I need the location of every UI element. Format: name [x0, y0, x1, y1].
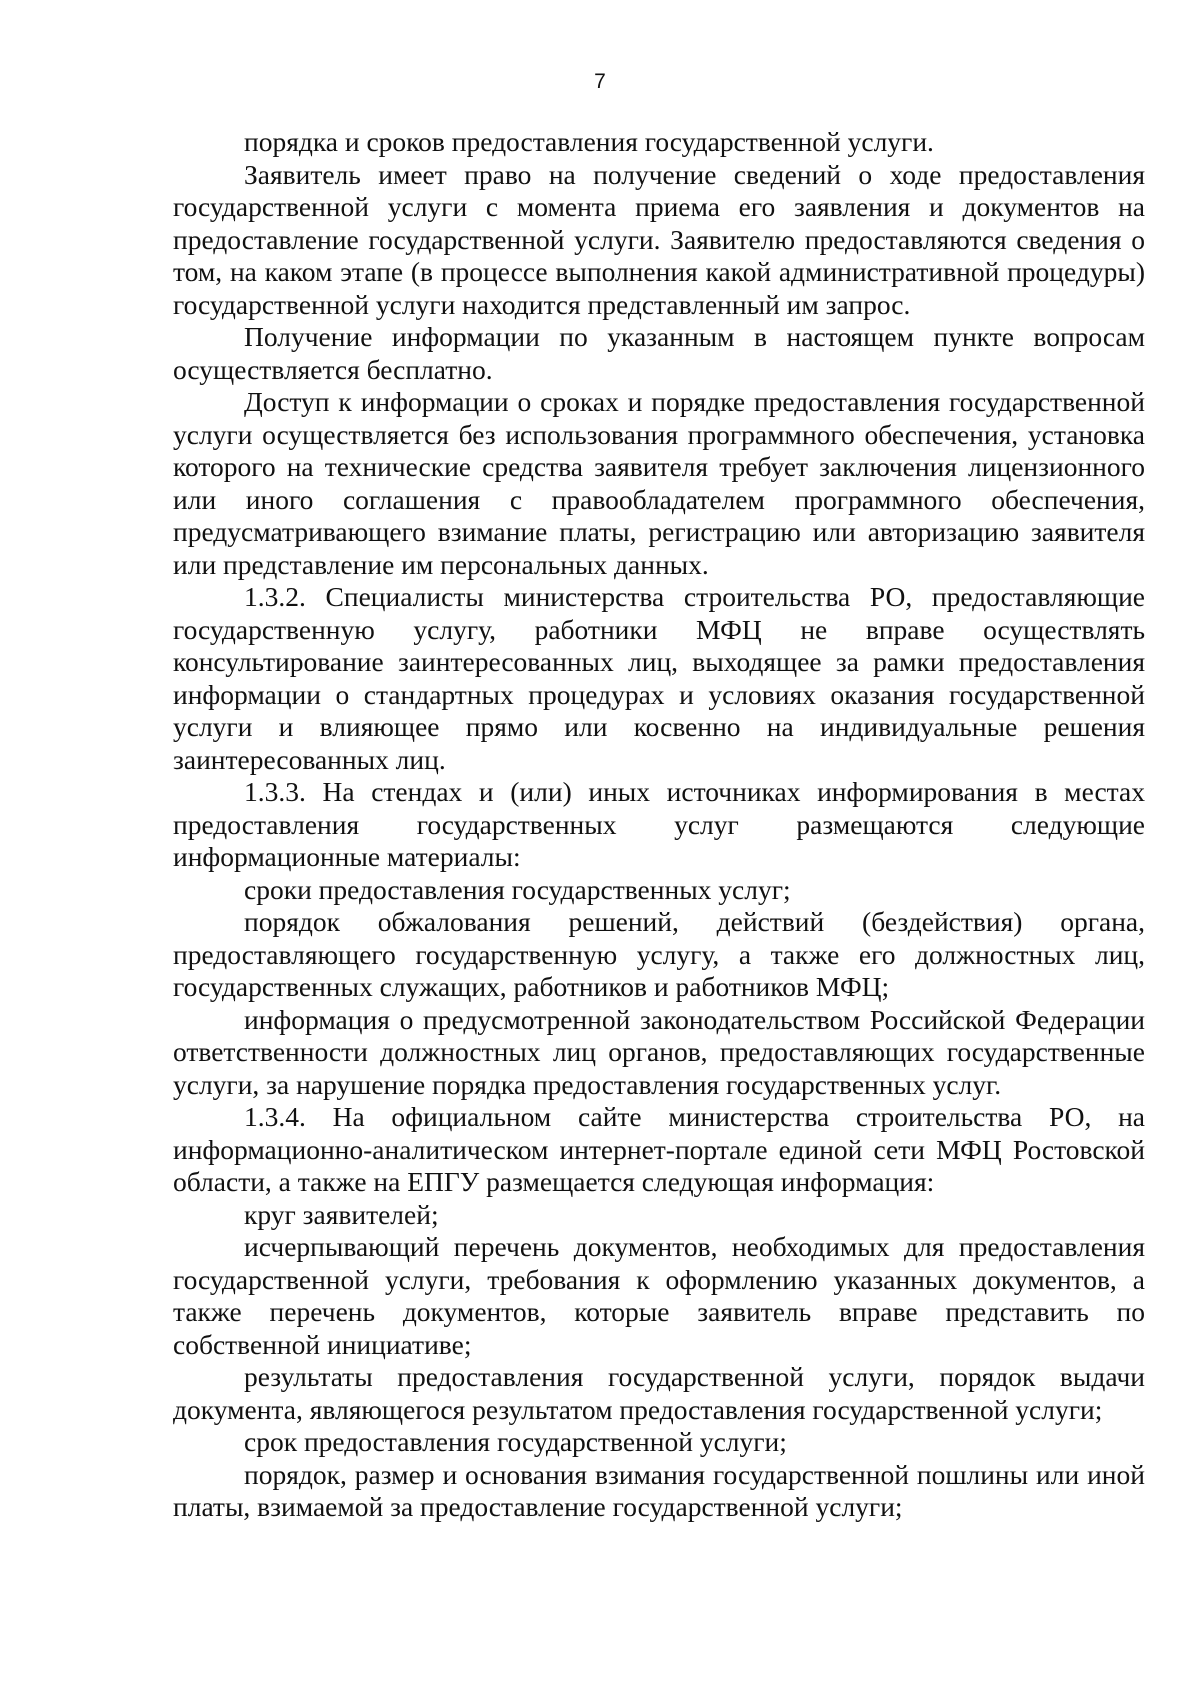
paragraph: 1.3.3. На стендах и (или) иных источниках информирования в местах предоставления государственных услуг размещаются следующие информационные материалы: [173, 776, 1145, 872]
paragraph: результаты предоставления государственной услуги, порядок выдачи документа, являющегося результатом предоставления государственной услуги; [173, 1361, 1145, 1425]
paragraph: 1.3.4. На официальном сайте министерства строительства РО, на информационно-аналитическом интернет-портале единой сети МФЦ Ростовской области, а также на ЕПГУ размещается следующая информация: [173, 1101, 1145, 1197]
paragraph: порядок, размер и основания взимания государственной пошлины или иной платы, взимаемой за предоставление государственной услуги; [173, 1458, 1145, 1522]
paragraph: Доступ к информации о сроках и порядке предоставления государственной услуги осуществляется без использования программного обеспечения, установка которого на технические средства заявителя требует заключения лицензионного или иного соглашения с правообладателем программного обеспечения, предусматривающего взимание платы, регистрацию или авторизацию заявителя или представление им персональных данных. [173, 386, 1145, 580]
document-body [173, 126, 1145, 1524]
paragraph: исчерпывающий перечень документов, необходимых для предоставления государственной услуги, требования к оформлению указанных документов, а также перечень документов, которые заявитель вправе представить по собственной инициативе; [173, 1231, 1145, 1360]
paragraph: Получение информации по указанным в настоящем пункте вопросам осуществляется бесплатно. [173, 321, 1145, 385]
paragraph: Заявитель имеет право на получение сведений о ходе предоставления государственной услуги с момента приема его заявления и документов на предоставление государственной услуги. Заявителю предоставляются сведения о том, на каком этапе (в процессе выполнения какой административной процедуры) государственной услуги находится представленный им запрос. [173, 158, 1145, 320]
page-number: 7 [594, 70, 606, 93]
paragraph: круг заявителей; [244, 1198, 439, 1230]
paragraph: порядка и сроков предоставления государственной услуги. [244, 126, 934, 157]
paragraph: информация о предусмотренной законодательством Российской Федерации ответственности должностных лиц органов, предоставляющих государственные услуги, за нарушение порядка предоставления государственных услуг. [173, 1003, 1145, 1100]
paragraph: сроки предоставления государственных услуг; [244, 873, 791, 905]
paragraph: порядок обжалования решений, действий (бездействия) органа, предоставляющего государственную услугу, а также его должностных лиц, государственных служащих, работников и работников МФЦ; [173, 906, 1145, 1002]
paragraph: срок предоставления государственной услуги; [244, 1426, 787, 1457]
paragraph: 1.3.2. Специалисты министерства строительства РО, предоставляющие государственную услугу, работники МФЦ не вправе осуществлять консультирование заинтересованных лиц, выходящее за рамки предоставления информации о стандартных процедурах и условиях оказания государственной услуги и влияющее прямо или косвенно на индивидуальные решения заинтересованных лиц. [173, 581, 1145, 775]
